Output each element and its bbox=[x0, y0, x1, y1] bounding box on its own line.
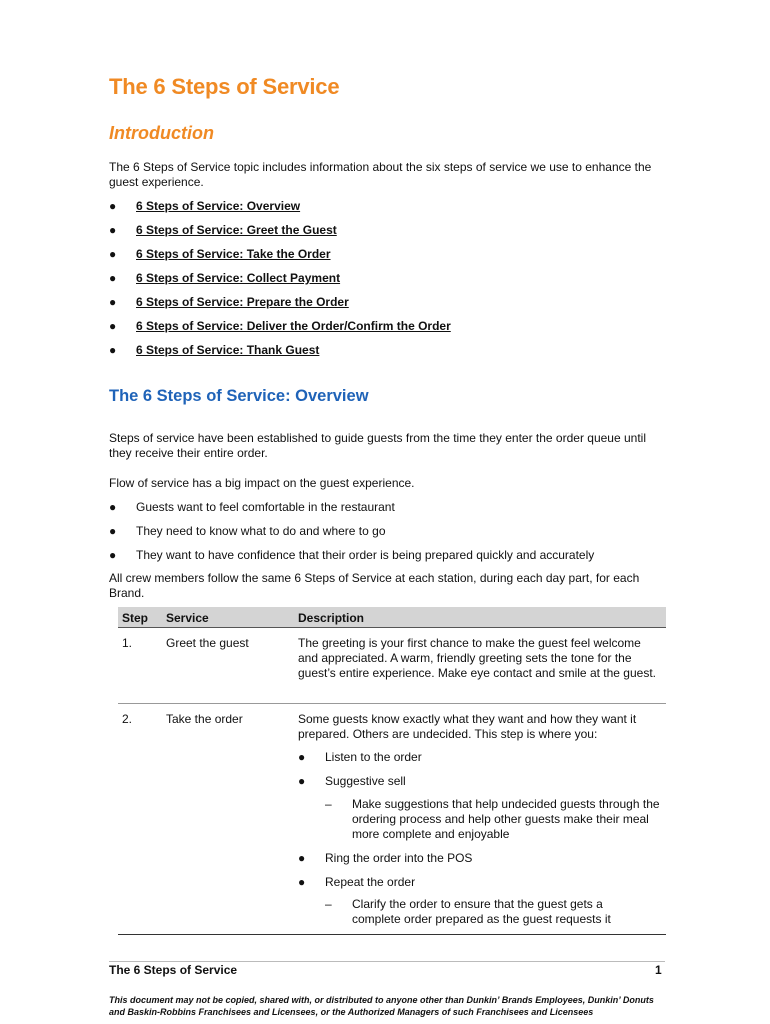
link-thank-guest[interactable]: 6 Steps of Service: Thank Guest bbox=[136, 343, 320, 357]
sub-bullet-text: Make suggestions that help undecided guests through the ordering process and help other guests make their meal more complete and enjoyable bbox=[352, 797, 660, 841]
link-greet-the-guest[interactable]: 6 Steps of Service: Greet the Guest bbox=[136, 223, 337, 237]
service-name: Greet the guest bbox=[166, 636, 249, 650]
intro-paragraph: The 6 Steps of Service topic includes information about the six steps of service we use to enhance the guest experience. bbox=[109, 160, 652, 189]
link-collect-payment[interactable]: 6 Steps of Service: Collect Payment bbox=[136, 271, 341, 285]
bullet-icon: ● bbox=[298, 750, 306, 764]
bullet-text: They want to have confidence that their order is being prepared quickly and accurately bbox=[136, 548, 595, 562]
service-name: Take the order bbox=[166, 712, 243, 726]
link-overview[interactable]: 6 Steps of Service: Overview bbox=[136, 199, 301, 213]
bullet-text: They need to know what to do and where to go bbox=[136, 524, 386, 538]
link-prepare-the-order[interactable]: 6 Steps of Service: Prepare the Order bbox=[136, 295, 349, 309]
bullet-icon: ● bbox=[109, 199, 117, 213]
table-header bbox=[118, 607, 666, 628]
bullet-icon: ● bbox=[109, 319, 117, 333]
sub-bullet-text: Clarify the order to ensure that the guest gets a complete order prepared as the guest requests it bbox=[352, 897, 611, 926]
step-number: 1. bbox=[122, 636, 133, 650]
bullet-icon: ● bbox=[109, 548, 117, 562]
link-deliver-confirm-order[interactable]: 6 Steps of Service: Deliver the Order/Confirm the Order bbox=[136, 319, 451, 333]
service-description: Some guests know exactly what they want and how they want it prepared. Others are undecided. This step is where you: bbox=[298, 712, 637, 741]
step-number: 2. bbox=[122, 712, 133, 726]
dash-icon: – bbox=[325, 797, 332, 811]
service-description: The greeting is your first chance to make the guest feel welcome and appreciated. A warm, friendly greeting sets the tone for the guest’s entire experience. Make eye contact and smile at the guest. bbox=[298, 636, 656, 680]
bullet-text: Listen to the order bbox=[325, 750, 422, 764]
table-bottom-rule bbox=[118, 934, 666, 935]
introduction-heading: Introduction bbox=[109, 123, 214, 143]
footer-title: The 6 Steps of Service bbox=[109, 963, 238, 977]
bullet-icon: ● bbox=[109, 524, 117, 538]
bullet-text: Guests want to feel comfortable in the restaurant bbox=[136, 500, 395, 514]
page-number: 1 bbox=[655, 963, 662, 977]
column-header-service: Service bbox=[166, 611, 209, 625]
copyright-disclaimer: This document may not be copied, shared with, or distributed to anyone other than Dunkin’ Brands Employees, Dunkin’ Donuts and Baskin-Robbins Franchisees and Licensees, or the Authorized Managers of such Franchisees and Licensees bbox=[109, 995, 654, 1017]
bullet-icon: ● bbox=[109, 271, 117, 285]
bullet-text: Ring the order into the POS bbox=[325, 851, 473, 865]
overview-paragraph-1: Steps of service have been established to guide guests from the time they enter the order queue until they receive their entire order. bbox=[109, 431, 646, 460]
column-header-step: Step bbox=[122, 611, 149, 625]
bullet-icon: ● bbox=[109, 295, 117, 309]
bullet-icon: ● bbox=[298, 774, 306, 788]
bullet-icon: ● bbox=[109, 223, 117, 237]
bullet-icon: ● bbox=[298, 851, 306, 865]
dash-icon: – bbox=[325, 897, 332, 911]
page-title: The 6 Steps of Service bbox=[109, 74, 340, 99]
bullet-icon: ● bbox=[109, 343, 117, 357]
bullet-icon: ● bbox=[298, 875, 306, 889]
bullet-icon: ● bbox=[109, 247, 117, 261]
column-header-description: Description bbox=[298, 611, 365, 625]
overview-paragraph-2: Flow of service has a big impact on the guest experience. bbox=[109, 476, 415, 490]
bullet-icon: ● bbox=[109, 500, 117, 514]
overview-heading: The 6 Steps of Service: Overview bbox=[109, 387, 369, 405]
overview-paragraph-3: All crew members follow the same 6 Steps of Service at each station, during each day part, for each Brand. bbox=[109, 571, 640, 600]
bullet-text: Suggestive sell bbox=[325, 774, 406, 788]
footer-divider bbox=[109, 961, 665, 962]
link-take-the-order[interactable]: 6 Steps of Service: Take the Order bbox=[136, 247, 331, 261]
row-divider bbox=[118, 703, 666, 704]
bullet-text: Repeat the order bbox=[325, 875, 416, 889]
